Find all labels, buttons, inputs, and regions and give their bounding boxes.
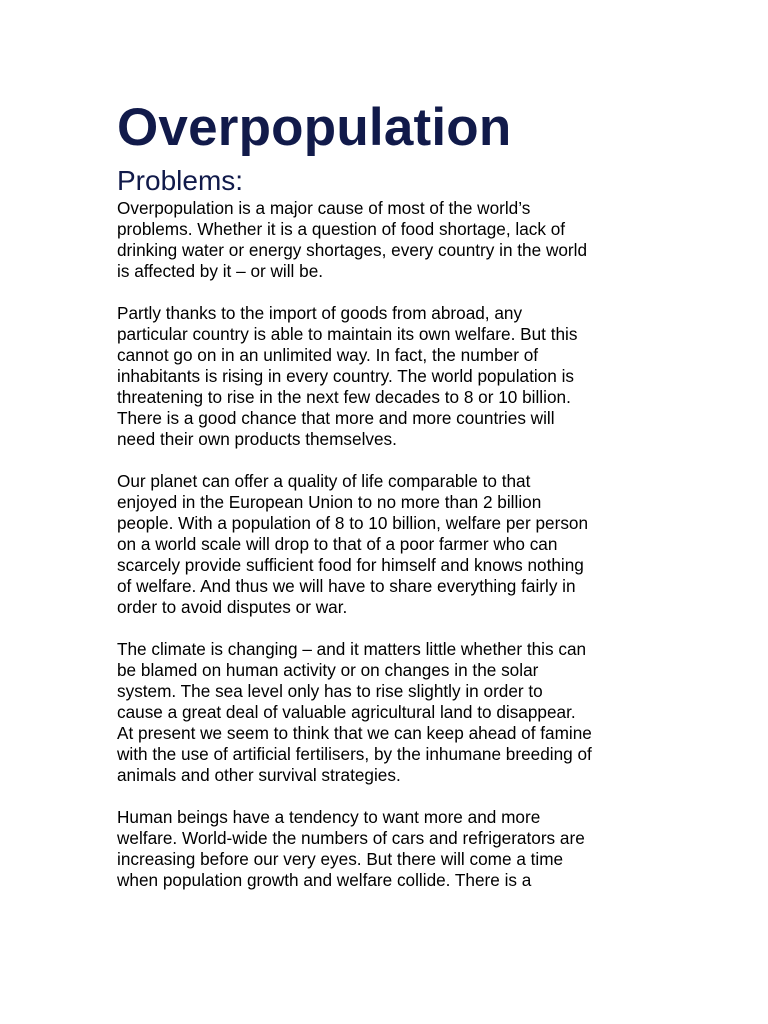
paragraph-2: Partly thanks to the import of goods from abroad, any particular country is able to maintain its own welfare. But this cannot go on in an unlimited way. In fact, the number of inhabitants is rising in every country. The world population is threatening to rise in the next few decades to 8 or 10 billion. There is a good chance that more and more countries will need their own products themselves. bbox=[117, 303, 578, 449]
paragraph-4: The climate is changing – and it matters little whether this can be blamed on human activity or on changes in the solar system. The sea level only has to rise slightly in order to cause a great deal of valuable agricultural land to disappear. At present we seem to think that we can keep ahead of famine with the use of artificial fertilisers, by the inhumane breeding of animals and other survival strategies. bbox=[117, 639, 592, 785]
paragraph-3: Our planet can offer a quality of life comparable to that enjoyed in the European Union to no more than 2 billion people. With a population of 8 to 10 billion, welfare per person on a world scale will drop to that of a poor farmer who can scarcely provide sufficient food for himself and knows nothing of welfare. And thus we will have to share everything fairly in order to avoid disputes or war. bbox=[117, 471, 589, 617]
document-content bbox=[117, 96, 657, 912]
section-heading: Problems: bbox=[117, 165, 244, 196]
paragraph-5: Human beings have a tendency to want more and more welfare. World-wide the numbers of cars and refrigerators are increasing before our very eyes. But there will come a time when population growth and welfare collide. There is a bbox=[117, 807, 585, 890]
paragraph-1: Overpopulation is a major cause of most of the world’s problems. Whether it is a question of food shortage, lack of drinking water or energy shortages, every country in the world is affected by it – or will be. bbox=[117, 198, 588, 281]
document-title: Overpopulation bbox=[117, 98, 512, 157]
